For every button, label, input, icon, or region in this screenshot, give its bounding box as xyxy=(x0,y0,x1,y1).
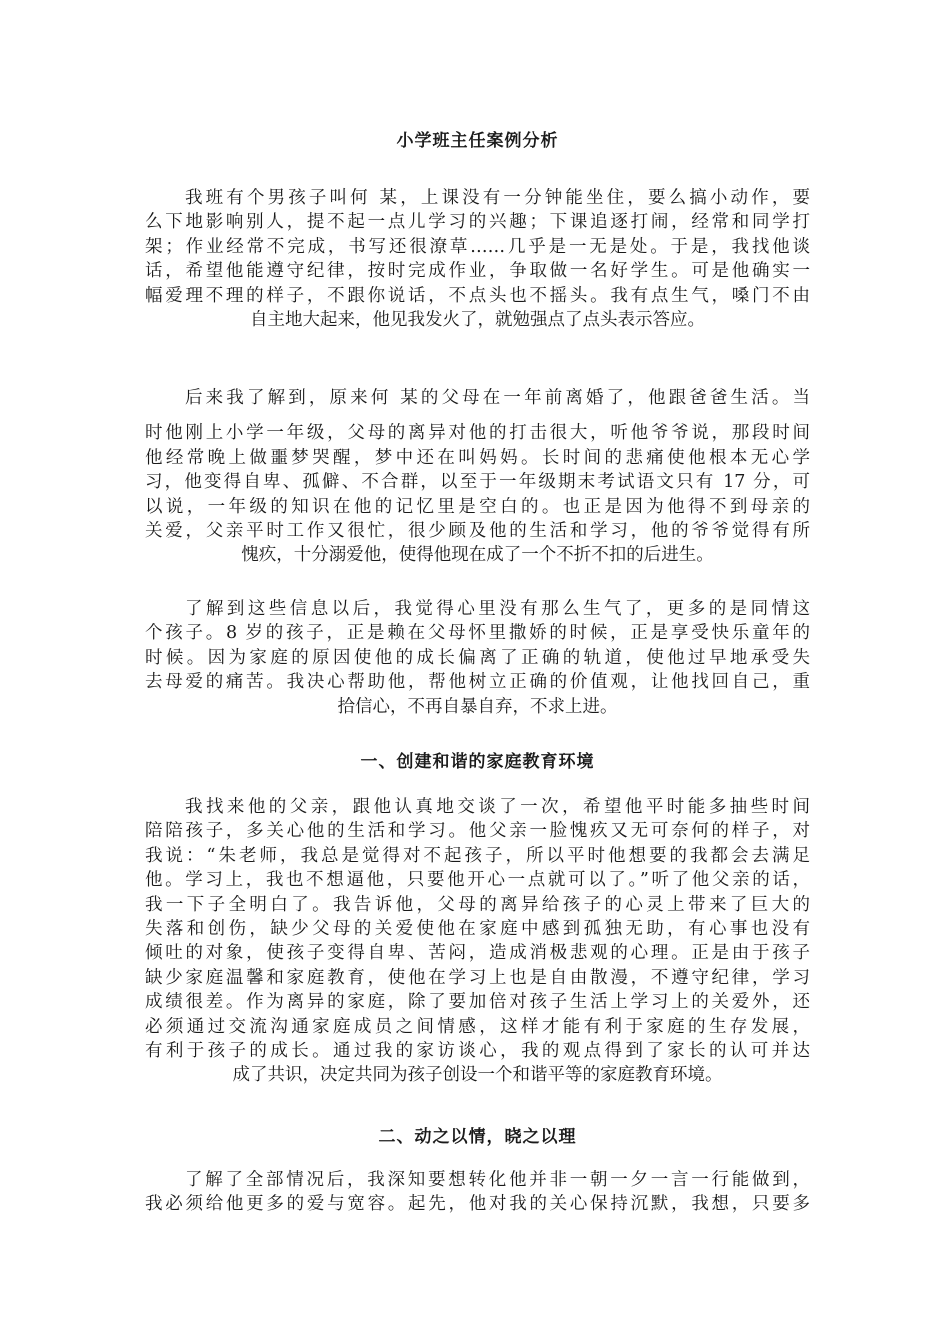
paragraph-line: 么下地影响别人，提不起一点儿学习的兴趣；下课追逐打闹，经常和同学打 xyxy=(145,212,810,233)
paragraph-line: 他。学习上，我也不想逼他，只要他开心一点就可以了。”听了他父亲的话， xyxy=(145,870,810,891)
paragraph-line: 后来我了解到，原来何 某的父母在一年前离婚了，他跟爸爸生活。当 xyxy=(185,388,810,408)
paragraph-line: 了解了全部情况后，我深知要想转化他并非一朝一夕一言一行能做到， xyxy=(185,1170,810,1190)
paragraph-line: 我班有个男孩子叫何 某，上课没有一分钟能坐住，要么搞小动作，要 xyxy=(185,188,810,208)
paragraph-line: 成绩很差。作为离异的家庭，除了要加倍对孩子生活上学习上的关爱外，还 xyxy=(145,992,810,1013)
paragraph-line: 话，希望他能遵守纪律，按时完成作业，争取做一名好学生。可是他确实一 xyxy=(145,261,810,282)
paragraph-5 xyxy=(145,1168,810,1217)
paragraph-line: 陪陪孩子，多关心他的生活和学习。他父亲一脸愧疚又无可奈何的样子，对 xyxy=(145,821,810,842)
document-title: 小学班主任案例分析 xyxy=(396,131,559,151)
paragraph-1 xyxy=(145,186,810,332)
paragraph-line: 拾信心，不再自暴自弃，不求上进。 xyxy=(337,696,618,717)
paragraph-3 xyxy=(145,597,810,719)
paragraph-line: 以说，一年级的知识在他的记忆里是空白的。也正是因为他得不到母亲的 xyxy=(145,496,810,517)
paragraph-line: 我找来他的父亲，跟他认真地交谈了一次，希望他平时能多抽些时间 xyxy=(185,797,810,817)
paragraph-line: 幅爱理不理的样子，不跟你说话，不点头也不摇头。我有点生气，嗓门不由 xyxy=(145,285,810,306)
section-heading-1: 一、创建和谐的家庭教育环境 xyxy=(360,752,595,772)
paragraph-line: 失落和创伤，缺少父母的关爱使他在家庭中感到孤独无助，有心事也没有 xyxy=(145,918,810,939)
paragraph-line: 倾吐的对象，使孩子变得自卑、苦闷，造成消极悲观的心理。正是由于孩子 xyxy=(145,943,810,964)
paragraph-line: 有利于孩子的成长。通过我的家访谈心，我的观点得到了家长的认可并达 xyxy=(145,1040,810,1061)
paragraph-line: 去母爱的痛苦。我决心帮助他，帮他树立正确的价值观，让他找回自己，重 xyxy=(145,672,810,693)
paragraph-2 xyxy=(145,386,810,568)
paragraph-4 xyxy=(145,795,810,1088)
paragraph-line: 我必须给他更多的爱与宽容。起先，他对我的关心保持沉默，我想，只要多 xyxy=(145,1194,810,1215)
paragraph-line: 了解到这些信息以后，我觉得心里没有那么生气了，更多的是同情这 xyxy=(185,599,810,619)
paragraph-line: 关爱，父亲平时工作又很忙，很少顾及他的生活和学习，他的爷爷觉得有所 xyxy=(145,520,810,541)
paragraph-line: 个孩子。8 岁的孩子，正是赖在父母怀里撒娇的时候，正是享受快乐童年的 xyxy=(145,623,810,644)
paragraph-line: 时他刚上小学一年级，父母的离异对他的打击很大，听他爷爷说，那段时间 xyxy=(145,423,810,444)
paragraph-line: 必须通过交流沟通家庭成员之间情感，这样才能有利于家庭的生存发展， xyxy=(145,1016,810,1037)
section-heading-2: 二、动之以情，晓之以理 xyxy=(378,1127,577,1147)
paragraph-line: 自主地大起来，他见我发火了，就勉强点了点头表示答应。 xyxy=(250,309,705,330)
paragraph-line: 架；作业经常不完成，书写还很潦草……几乎是一无是处。于是，我找他谈 xyxy=(145,236,810,257)
paragraph-line: 缺少家庭温馨和家庭教育，使他在学习上也是自由散漫，不遵守纪律，学习 xyxy=(145,967,810,988)
paragraph-line: 成了共识，决定共同为孩子创设一个和谐平等的家庭教育环境。 xyxy=(232,1065,723,1086)
paragraph-line: 我说：“朱老师，我总是觉得对不起孩子，所以平时他想要的我都会去满足 xyxy=(145,845,810,866)
paragraph-line: 时候。因为家庭的原因使他的成长偏离了正确的轨道，使他过早地承受失 xyxy=(145,647,810,668)
paragraph-line: 习，他变得自卑、孤僻、不合群，以至于一年级期末考试语文只有 17 分，可 xyxy=(145,472,810,493)
paragraph-line: 他经常晚上做噩梦哭醒，梦中还在叫妈妈。长时间的悲痛使他根本无心学 xyxy=(145,447,810,468)
paragraph-line: 愧疚，十分溺爱他，使得他现在成了一个不折不扣的后进生。 xyxy=(241,545,714,566)
paragraph-line: 我一下子全明白了。我告诉他，父母的离异给孩子的心灵上带来了巨大的 xyxy=(145,894,810,915)
